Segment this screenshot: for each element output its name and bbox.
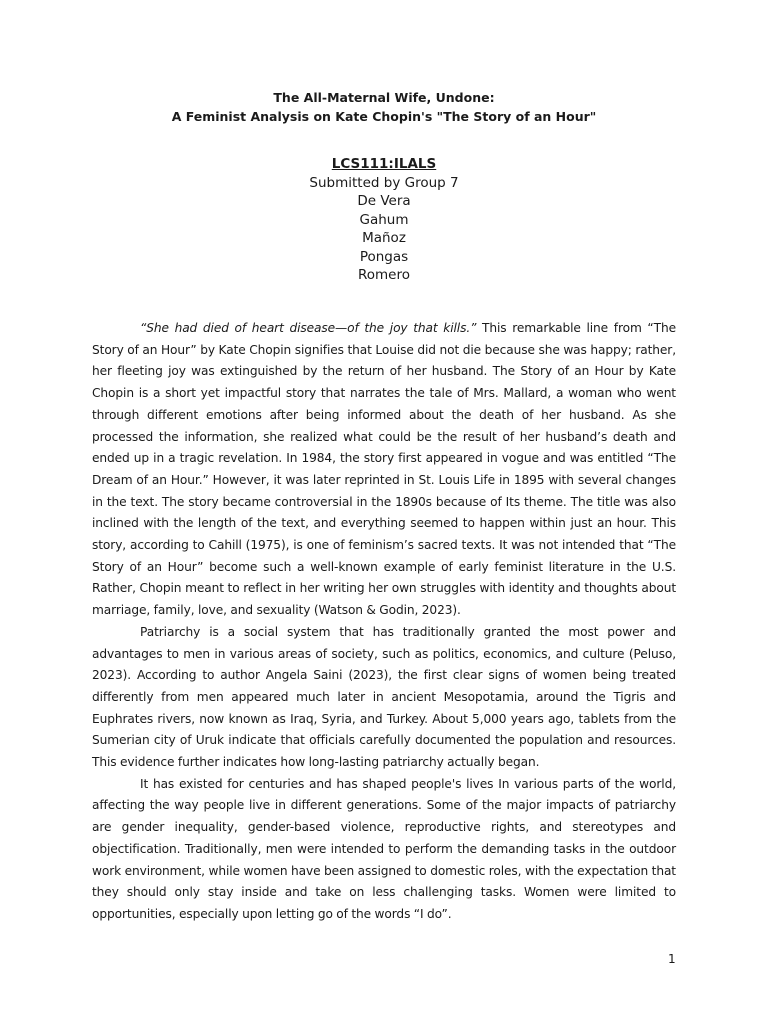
essay-body [92,318,676,926]
paragraph-1 [92,318,676,622]
member-name: Romero [357,267,410,283]
submission-info [0,155,768,285]
member-name: Pongas [359,248,409,265]
submitted-by: Submitted by Group 7 [309,174,459,191]
document-title [0,88,768,126]
title-line-1: The All-Maternal Wife, Undone: [273,90,495,105]
opening-quote: “She had died of heart disease—of the joy that kills.” [140,321,477,335]
member-name: Mañoz [362,230,406,246]
member-name: Gahum [359,211,409,228]
paragraph-3: It has existed for centuries and has shaped people's lives In various parts of the world, affecting the way people live in different generations. Some of the major impacts of patriarchy are gender inequality, gender-based violence, reproductive rights, and stereotypes and objectification. Traditionally, men were intended to perform the demanding tasks in the outdoor work environment, while women have been assigned to domestic roles, with the expectation that they should only stay inside and take on less challenging tasks. Women were limited to opportunities, especially upon letting go of the words “I do”. [92,776,676,921]
paragraph-2: Patriarchy is a social system that has traditionally granted the most power and advantages to men in various areas of society, such as politics, economics, and culture (Peluso, 2023). According to author Angela Saini (2023), the first clear signs of women being treated differently from men appeared much later in ancient Mesopotamia, around the Tigris and Euphrates rivers, now known as Iraq, Syria, and Turkey. About 5,000 years ago, tablets from the Sumerian city of Uruk indicate that officials carefully documented the population and resources. This evidence further indicates how long-lasting patriarchy actually began. [92,624,676,770]
member-name: De Vera [357,193,411,209]
title-line-2: A Feminist Analysis on Kate Chopin's "The Story of an Hour" [171,109,597,124]
course-code: LCS111:ILALS [331,156,437,172]
page-number: 1 [668,952,676,966]
paragraph-1-text: This remarkable line from “The Story of an Hour” by Kate Chopin signifies that Louise did not die because she was happy; rather, her fleeting joy was extinguished by the return of her husband. The Story of an Hour by Kate Chopin is a short yet impactful story that narrates the tale of Mrs. Mallard, a woman who went through different emotions after being informed about the death of her husband. As she processed the information, she realized what could be the result of her husband’s death and ended up in a tragic revelation. In 1984, the story first appeared in vogue and was entitled “The Dream of an Hour.” However, it was later reprinted in St. Louis Life in 1895 with several changes in the text. The story became controversial in the 1890s because of Its theme. The title was also inclined with the length of the text, and everything seemed to happen within just an hour. This story, according to Cahill (1975), is one of feminism’s sacred texts. It was not intended that “The Story of an Hour” become such a well-known example of early feminist literature in the U.S. Rather, Chopin meant to reflect in her writing her own struggles with identity and thoughts about marriage, family, love, and sexuality (Watson & Godin, 2023). [92,321,676,618]
